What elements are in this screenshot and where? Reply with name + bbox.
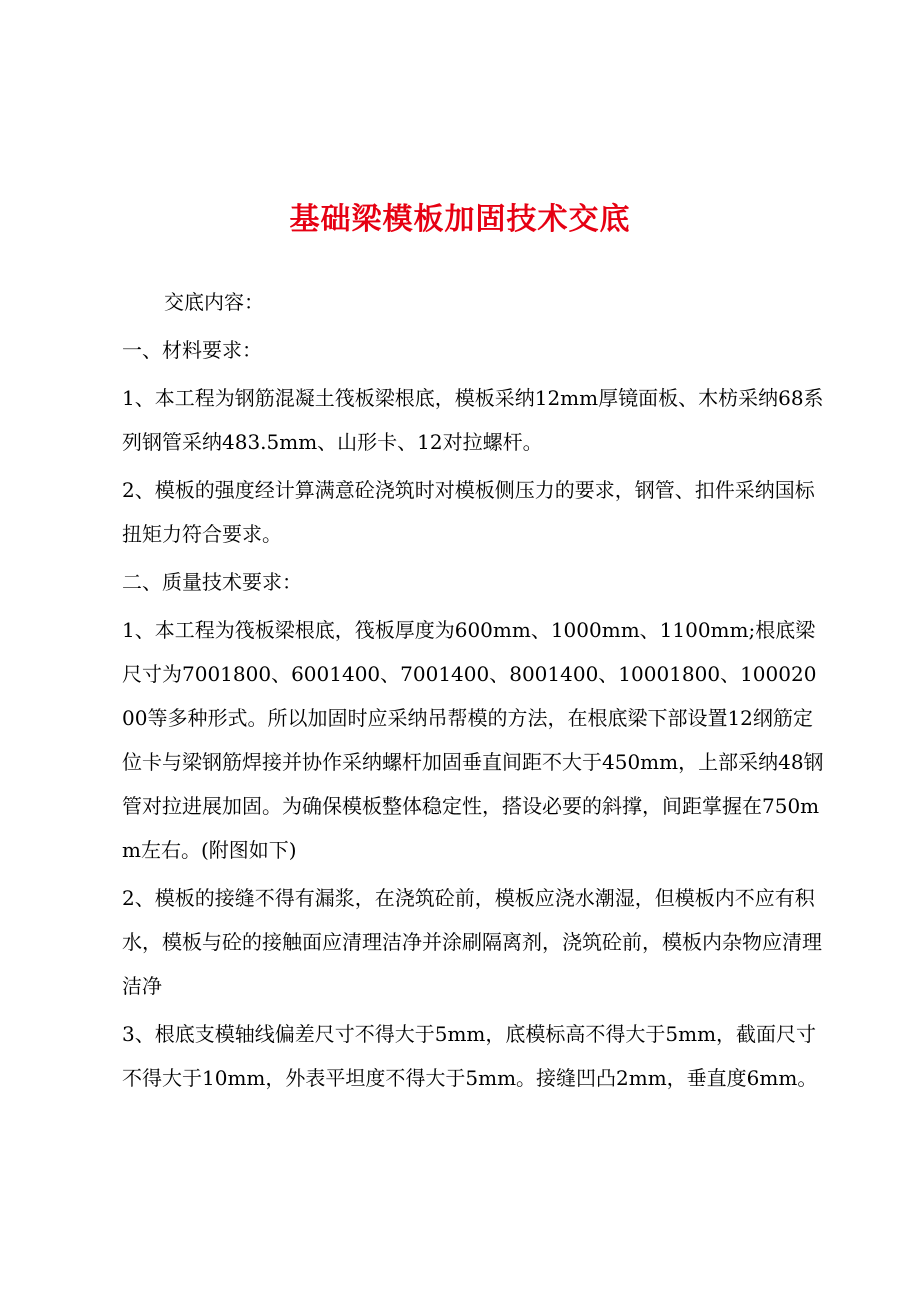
quality-item-2: 2、模板的接缝不得有漏浆，在浇筑砼前，模板应浇水潮湿，但模板内不应有积水，模板与砼的接触面应清理洁净并涂刷隔离剂，浇筑砼前，模板内杂物应清理洁净 xyxy=(122,886,822,998)
materials-item-1: 1、本工程为钢筋混凝土筏板梁根底，模板采纳12mm厚镜面板、木枋采纳68系列钢管采纳483.5mm、山形卡、12对拉螺杆。 xyxy=(122,386,824,454)
section-heading-quality: 二、质量技术要求： xyxy=(122,570,302,594)
section-heading-materials: 一、材料要求： xyxy=(122,338,262,362)
document-title: 基础梁模板加固技术交底 xyxy=(289,202,631,237)
document-body xyxy=(122,280,824,1104)
intro-line: 交底内容： xyxy=(164,290,264,314)
quality-item-3: 3、根底支模轴线偏差尺寸不得大于5mm，底模标高不得大于5mm，截面尺寸不得大于10mm，外表平坦度不得大于5mm。接缝凹凸2mm，垂直度6mm。 xyxy=(122,1022,818,1090)
quality-item-1: 1、本工程为筏板梁根底，筏板厚度为600mm、1000mm、1100mm;根底梁尺寸为7001800、6001400、7001400、8001400、10001800、10002000等多种形式。所以加固时应采纳吊帮模的方法，在根底梁下部设置12纲筋定位卡与梁钢筋焊接并协作采纳螺杆加固垂直间距不大于450mm，上部采纳48钢管对拉进展加固。为确保模板整体稳定性，搭设必要的斜撑，间距掌握在750mm左右。(附图如下) xyxy=(122,618,824,862)
materials-item-2: 2、模板的强度经计算满意砼浇筑时对模板侧压力的要求，钢管、扣件采纳国标扭矩力符合要求。 xyxy=(122,478,815,546)
